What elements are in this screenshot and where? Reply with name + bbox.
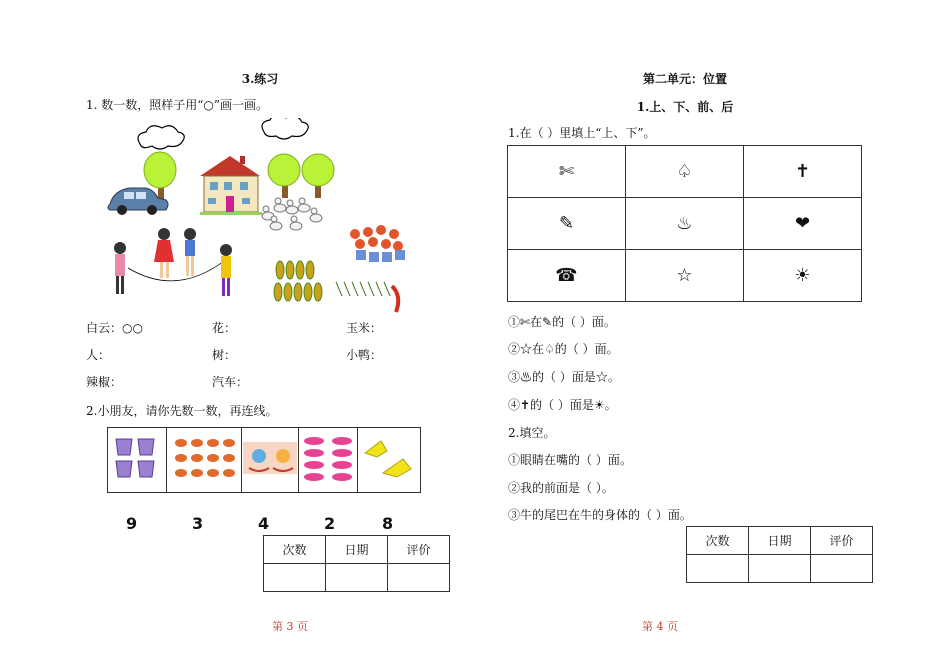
eval-header-date: 日期 [749,527,811,555]
fill-blank-1-4: ④✝的（ ）面是☀。 [508,398,617,412]
match-number: 4 [258,514,270,533]
eval-cell[interactable] [388,564,450,592]
pencil-icon: ✎ [508,198,626,250]
pepper-icon [336,282,398,312]
eval-cell[interactable] [326,564,388,592]
eval-cell[interactable] [687,555,749,583]
count-label-cloud: 白云：○○ [86,321,143,335]
left-question-2: 2.小朋友，请你先数一数，再连线。 [86,404,278,418]
eval-header-date: 日期 [326,536,388,564]
eval-cell[interactable] [811,555,873,583]
cup-icon [112,433,162,483]
hot-springs-icon: ♨ [626,198,744,250]
cups-cell [108,428,167,493]
flower-pot-icon [350,225,405,262]
count-label-flower: 花： [212,321,237,335]
children-skipping-rope-icon [114,228,232,296]
match-number: 2 [324,514,336,533]
match-number: 9 [126,514,138,533]
bird-icon [361,433,417,483]
carrots-cell [167,428,242,493]
fill-blank-1-3: ③♨的（ ）面是☆。 [508,370,620,384]
fish-icon [300,433,356,483]
spade-icon: ♤ [626,146,744,198]
count-label-people: 人： [86,348,111,362]
count-label-duck: 小鸭： [346,348,383,362]
cross-icon: ✝ [744,146,862,198]
cloud-icon [262,118,308,139]
picture-count-strip [107,427,421,493]
eval-header-times: 次数 [687,527,749,555]
lesson-title: 1.上、下、前、后 [636,100,734,114]
symbol-grid [507,145,862,302]
count-answer-cloud: ○○ [122,321,143,335]
fill-blank-1-2: ②☆在♤的（ ）面。 [508,342,619,356]
count-label-tree: 树： [212,348,237,362]
scissors-icon: ✄ [508,146,626,198]
duck-icon [262,198,322,230]
left-question-1: 1. 数一数，照样子用“○”画一画。 [86,98,269,112]
fill-blank-2-2: ②我的前面是（ ）。 [508,481,614,495]
rocking-horse-icon [243,438,297,478]
fill-blank-2-3: ③牛的尾巴在牛的身体的（ ）面。 [508,508,692,522]
toys-cell [242,428,299,493]
fill-blank-2-1: ①眼睛在嘴的（ ）面。 [508,453,632,467]
telephone-icon: ☎ [508,250,626,302]
right-evaluation-table [686,526,873,583]
eval-cell[interactable] [749,555,811,583]
house-icon [200,156,262,215]
tree-icon [268,154,300,198]
sun-icon: ☀ [744,250,862,302]
counting-scene-illustration [100,118,410,313]
fill-blank-1-1: ①✄在✎的（ ）面。 [508,315,616,329]
count-label-corn: 玉米： [346,321,383,335]
carrot-icon [171,433,237,483]
unit-title: 第二单元：位置 [642,72,727,86]
star-icon: ☆ [626,250,744,302]
count-label-pepper: 辣椒： [86,375,123,389]
tree-icon [302,154,334,198]
cloud-icon [138,126,184,149]
birds-cell [358,428,421,493]
eval-header-rating: 评价 [811,527,873,555]
eval-cell[interactable] [264,564,326,592]
heart-icon: ❤ [744,198,862,250]
fish-cell [299,428,358,493]
eval-header-rating: 评价 [388,536,450,564]
right-page-number: 第 4 页 [642,620,678,633]
left-page-title: 3.练习 [241,72,279,86]
eval-header-times: 次数 [264,536,326,564]
count-label-car: 汽车： [212,375,249,389]
right-question-1: 1.在（ ）里填上“上、下”。 [508,126,656,140]
left-evaluation-table [263,535,450,592]
left-page-number: 第 3 页 [272,620,308,633]
right-question-2: 2.填空。 [508,426,556,440]
match-number: 8 [382,514,394,533]
match-number: 3 [192,514,204,533]
corn-icon [274,261,322,301]
